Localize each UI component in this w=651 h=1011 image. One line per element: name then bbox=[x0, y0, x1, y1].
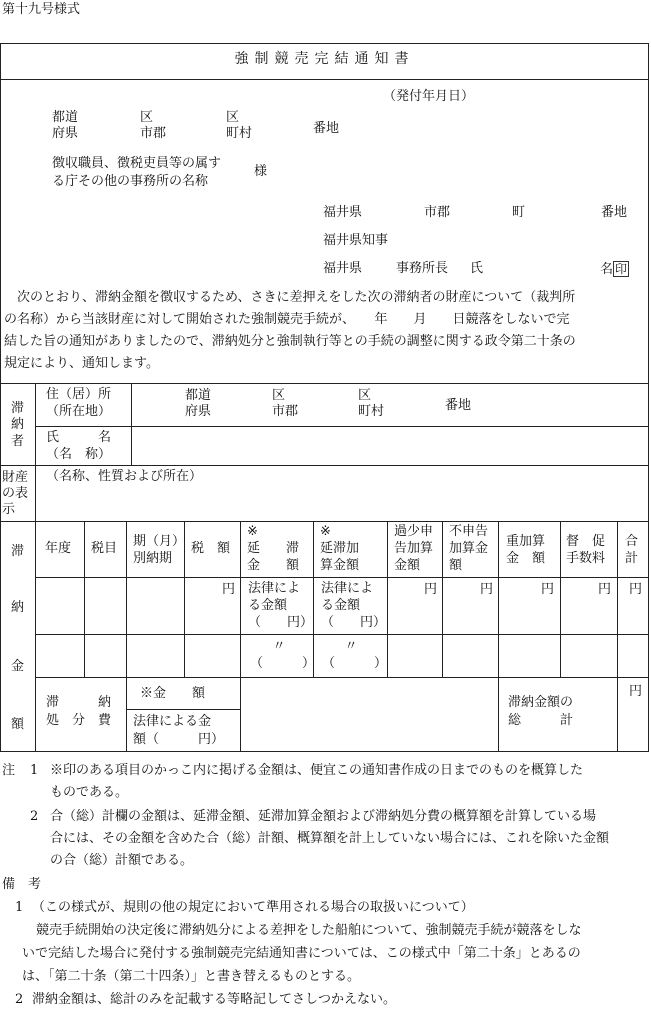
disposal-fee-amount: ※金 額 bbox=[140, 686, 206, 701]
debtor-side-divider bbox=[35, 383, 36, 465]
remark-1-title: （この様式が、規則の他の規定において準用される場合の取扱いについて） bbox=[32, 900, 474, 915]
debtor-mid-line bbox=[35, 426, 649, 427]
notes-heading: 注 bbox=[2, 763, 16, 778]
row1-heavy-add-unit: 円 bbox=[541, 582, 555, 597]
col-divider bbox=[617, 521, 618, 752]
arrears-top-line bbox=[0, 521, 649, 522]
row1-no-report-unit: 円 bbox=[480, 582, 494, 597]
debtor-address-todofuken: 都道 府県 bbox=[185, 388, 212, 419]
arrears-side-char-3: 金 bbox=[11, 659, 25, 674]
col-divider bbox=[560, 521, 561, 677]
addressee-ku-shigun: 区 市郡 bbox=[140, 110, 167, 141]
arrears-side-divider bbox=[35, 521, 36, 752]
grand-total-label: 滞納金額の 総 計 bbox=[508, 695, 574, 728]
body-line-4: 規定により、通知します。 bbox=[4, 356, 159, 371]
debtor-address-ku1: 区 市郡 bbox=[272, 388, 299, 419]
addressee-todofuken: 都道 府県 bbox=[52, 110, 79, 141]
addressee-sama: 様 bbox=[254, 164, 268, 179]
header-period: 期（月） 別納期 bbox=[133, 534, 186, 566]
row1-demand-fee-unit: 円 bbox=[598, 582, 612, 597]
row1-total-unit: 円 bbox=[629, 582, 643, 597]
property-side-divider bbox=[35, 465, 36, 521]
note-1-line-1: ※印のある項目のかっこ内に掲げる金額は、便宜この通知書作成の日までのものを概算した bbox=[50, 763, 584, 778]
arrears-header-bottom bbox=[35, 577, 649, 578]
body-line-3: 結した旨の通知がありましたので、滞納処分と強制執行等との手続の調整に関する政令第二十条の bbox=[4, 334, 576, 349]
debtor-address-ku2: 区 町村 bbox=[358, 388, 385, 419]
header-delinquency-add: ※ 延滞加 算金額 bbox=[320, 524, 360, 573]
arrears-side-char-2: 納 bbox=[11, 600, 25, 615]
sender-machi: 町 bbox=[512, 205, 526, 220]
row1-delinquency: 法律によ る金額 （ 円） bbox=[248, 581, 314, 630]
arrears-row1-bottom bbox=[35, 634, 649, 635]
note-2-number: 2 bbox=[30, 809, 39, 824]
remark-2-text: 滞納金額は、総計のみを記載する等略記してさしつかえない。 bbox=[32, 992, 397, 1007]
sender-pref2: 福井県 bbox=[323, 261, 363, 276]
row1-tax-amount-unit: 円 bbox=[222, 582, 236, 597]
col-divider bbox=[126, 521, 127, 752]
header-year: 年度 bbox=[45, 541, 72, 556]
row2-delinquency-add: 〃 （ ） bbox=[322, 639, 388, 671]
body-line-2: の名称）から当該財産に対して開始された強制競売手続が、 年 月 日競落をしないで完 bbox=[4, 312, 570, 327]
debtor-label-divider bbox=[131, 383, 132, 465]
body-line-1: 次のとおり、滞納金額を徴収するため、さきに差押えをした次の滞納者の財産について（裁判所 bbox=[17, 290, 576, 305]
debtor-name-label: 氏 名 （名 称） bbox=[46, 430, 112, 462]
col-divider bbox=[442, 521, 443, 677]
header-under-report: 過少申 告加算 金額 bbox=[394, 524, 434, 573]
note-1-number: 1 bbox=[30, 763, 39, 778]
arrears-row2-bottom bbox=[35, 677, 649, 678]
sender-office-head: 事務所長 bbox=[396, 261, 449, 276]
col-divider bbox=[387, 521, 388, 677]
grand-total-unit: 円 bbox=[629, 684, 643, 699]
row1-delinquency-add: 法律によ る金額 （ 円） bbox=[321, 581, 387, 630]
sender-shigun: 市郡 bbox=[424, 205, 451, 220]
remark-1-number: 1 bbox=[15, 900, 24, 915]
property-top-line bbox=[0, 465, 649, 466]
disposal-fee-label: 滞 納 処 分 費 bbox=[46, 695, 112, 728]
col-divider bbox=[313, 521, 314, 677]
debtor-address-label: 住（居）所 （所在地） bbox=[46, 387, 112, 419]
form-title: 強制競売完結通知書 bbox=[234, 51, 415, 67]
row2-delinquency: 〃 （ ） bbox=[250, 639, 316, 671]
note-1-line-2: ものである。 bbox=[50, 785, 129, 800]
arrears-side-char-1: 滞 bbox=[11, 544, 25, 559]
sender-shi: 氏 bbox=[470, 261, 484, 276]
property-side-label: 財産の表示 bbox=[2, 470, 29, 517]
arrears-side-char-4: 額 bbox=[11, 717, 25, 732]
note-2-line-2: 合には、その金額を含めた合（総）計額、概算額を計上していない場合には、これを除いた金額 bbox=[50, 831, 610, 846]
addressee-office-name: 徴収職員、徴税吏員等の属す る庁その他の事務所の名称 bbox=[52, 156, 222, 189]
debtor-top-line bbox=[0, 383, 649, 384]
row1-under-report-unit: 円 bbox=[424, 582, 438, 597]
col-divider bbox=[84, 521, 85, 677]
note-2-line-1: 合（総）計欄の金額は、延滞金額、延滞加算金額および滞納処分費の概算額を計算している場 bbox=[50, 809, 597, 824]
header-tax-amount: 税 額 bbox=[191, 541, 231, 556]
remark-1-line-2: いで完結した場合に発付する強制競売完結通知書については、この様式中「第二十条」とあるの bbox=[22, 946, 581, 961]
col-divider bbox=[498, 521, 499, 752]
sender-banchi: 番地 bbox=[601, 205, 628, 220]
title-divider bbox=[0, 79, 649, 80]
form-number: 第十九号様式 bbox=[2, 2, 81, 17]
disposal-fee-mid-line bbox=[126, 709, 240, 710]
remark-1-line-1: 競売手続開始の決定後に滞納処分による差押をした船舶について、強制競売手続が競落をしな bbox=[36, 923, 582, 938]
header-delinquency: ※ 延 滞 金 額 bbox=[247, 524, 300, 573]
seal-mark: 印 bbox=[615, 262, 628, 276]
header-demand-fee: 督 促 手数料 bbox=[566, 534, 606, 566]
addressee-banchi: 番地 bbox=[313, 121, 340, 136]
remark-2-number: 2 bbox=[15, 992, 24, 1007]
note-2-line-3: の合（総）計額である。 bbox=[50, 853, 194, 868]
sender-mei: 名 印 bbox=[600, 262, 628, 277]
debtor-side-label: 滞納者 bbox=[11, 401, 25, 449]
header-heavy-add: 重加算 金 額 bbox=[506, 534, 546, 566]
property-content-note: （名称、性質および所在） bbox=[46, 469, 203, 484]
header-tax-item: 税目 bbox=[91, 541, 118, 556]
header-no-report: 不申告 加算金 額 bbox=[449, 524, 489, 573]
sender-governor: 福井県知事 bbox=[323, 233, 389, 248]
issue-date: （発付年月日） bbox=[383, 89, 475, 104]
col-divider bbox=[240, 521, 241, 752]
disposal-fee-legal: 法律による金 額（ 円） bbox=[133, 714, 225, 747]
header-total: 合 計 bbox=[625, 534, 639, 566]
remark-1-line-3: は、「第二十条（第二十四条）」と書き替えるものとする。 bbox=[22, 969, 361, 984]
addressee-ku-chouson: 区 町村 bbox=[226, 110, 253, 141]
remarks-heading: 備 考 bbox=[2, 877, 42, 892]
debtor-address-banchi: 番地 bbox=[445, 398, 472, 413]
sender-prefecture: 福井県 bbox=[323, 205, 363, 220]
